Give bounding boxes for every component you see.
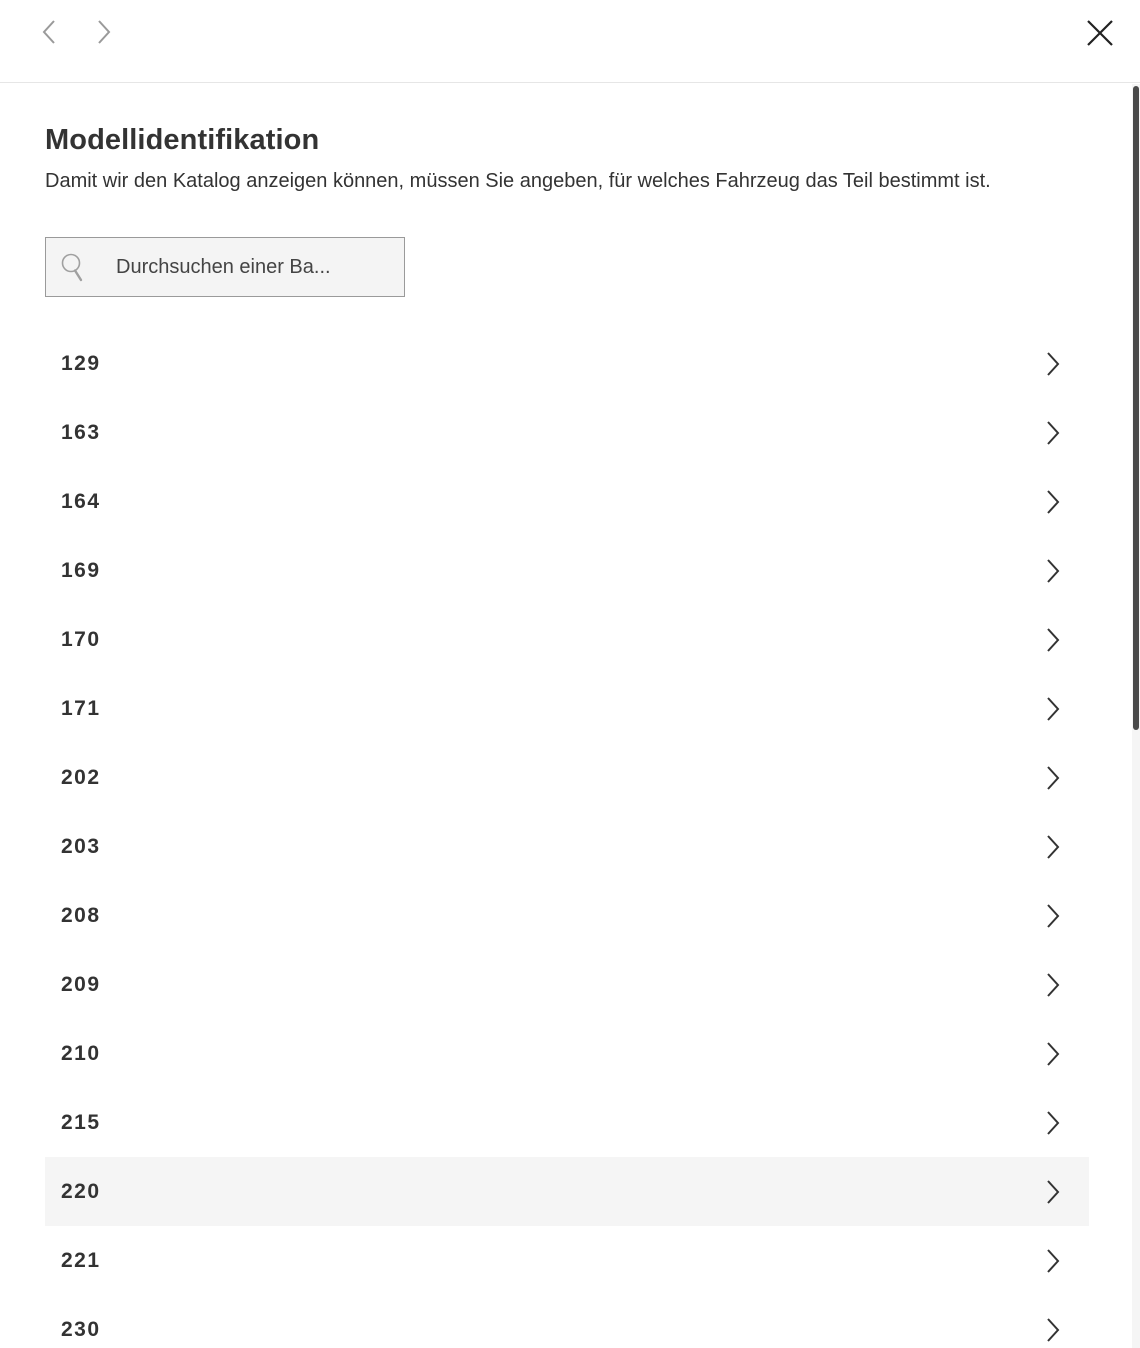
model-label: 169 — [61, 558, 101, 582]
chevron-right-icon — [1045, 1179, 1065, 1205]
chevron-right-icon — [1045, 696, 1065, 722]
model-label: 210 — [61, 1041, 101, 1065]
model-label: 230 — [61, 1317, 101, 1341]
chevron-right-icon — [96, 18, 112, 46]
chevron-right-icon — [1045, 351, 1065, 377]
list-item[interactable] — [45, 950, 1089, 1019]
list-item[interactable] — [45, 743, 1089, 812]
close-button[interactable] — [1080, 13, 1120, 53]
chevron-right-icon — [1045, 1041, 1065, 1067]
model-label: 163 — [61, 420, 101, 444]
model-label: 164 — [61, 489, 101, 513]
search-box[interactable] — [45, 237, 405, 297]
chevron-right-icon — [1045, 627, 1065, 653]
model-label: 209 — [61, 972, 101, 996]
chevron-right-icon — [1045, 1110, 1065, 1136]
scrollbar-track[interactable] — [1132, 84, 1140, 1348]
list-item[interactable] — [45, 881, 1089, 950]
top-bar — [0, 0, 1140, 83]
model-list — [45, 329, 1089, 1348]
model-label: 170 — [61, 627, 101, 651]
forward-button[interactable] — [86, 14, 122, 50]
chevron-right-icon — [1045, 420, 1065, 446]
modal-content — [0, 84, 1140, 1348]
scrollbar-thumb[interactable] — [1133, 86, 1139, 730]
list-item[interactable] — [45, 398, 1089, 467]
model-label: 129 — [61, 351, 101, 375]
search-input[interactable] — [116, 247, 376, 287]
close-icon — [1086, 19, 1114, 47]
list-item[interactable] — [45, 674, 1089, 743]
chevron-left-icon — [41, 18, 57, 46]
list-item[interactable] — [45, 536, 1089, 605]
chevron-right-icon — [1045, 834, 1065, 860]
chevron-right-icon — [1045, 1248, 1065, 1274]
back-button[interactable] — [31, 14, 67, 50]
chevron-right-icon — [1045, 558, 1065, 584]
chevron-right-icon — [1045, 972, 1065, 998]
page-subtitle: Damit wir den Katalog anzeigen können, müssen Sie angeben, für welches Fahrzeug das Teil bestimmt ist. — [45, 170, 991, 192]
list-item[interactable] — [45, 1019, 1089, 1088]
model-label: 215 — [61, 1110, 101, 1134]
chevron-right-icon — [1045, 903, 1065, 929]
list-item[interactable] — [45, 1157, 1089, 1226]
model-label: 220 — [61, 1179, 101, 1203]
list-item[interactable] — [45, 1295, 1089, 1348]
model-label: 208 — [61, 903, 101, 927]
list-item[interactable] — [45, 1226, 1089, 1295]
model-label: 221 — [61, 1248, 101, 1272]
model-label: 203 — [61, 834, 101, 858]
page-title: Modellidentifikation — [45, 124, 320, 156]
search-icon — [60, 252, 88, 282]
chevron-right-icon — [1045, 489, 1065, 515]
list-item[interactable] — [45, 812, 1089, 881]
chevron-right-icon — [1045, 765, 1065, 791]
list-item[interactable] — [45, 605, 1089, 674]
model-label: 171 — [61, 696, 101, 720]
list-item[interactable] — [45, 1088, 1089, 1157]
chevron-right-icon — [1045, 1317, 1065, 1343]
model-label: 202 — [61, 765, 101, 789]
list-item[interactable] — [45, 329, 1089, 398]
list-item[interactable] — [45, 467, 1089, 536]
